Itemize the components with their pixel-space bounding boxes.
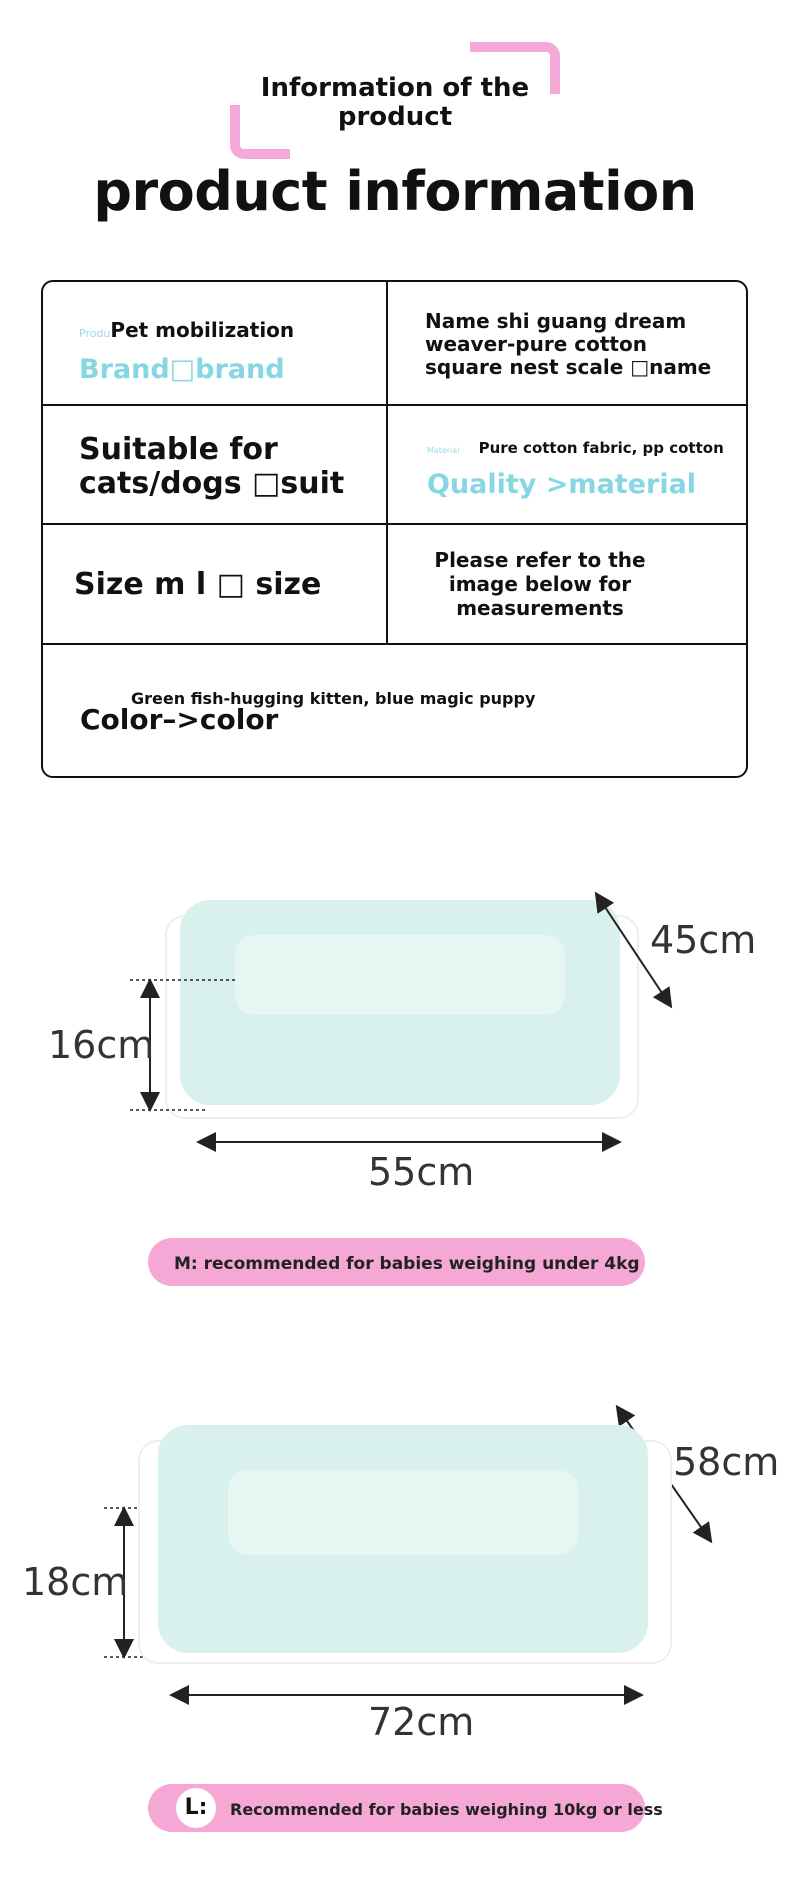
name-value: Name shi guang dream weaver-pure cotton square nest scale □name	[425, 309, 712, 379]
recommendation-text-l: Recommended for babies weighing 10kg or less	[230, 1800, 663, 1819]
size-value: Size m l □ size	[74, 567, 322, 602]
size-badge-l: L:	[176, 1788, 216, 1828]
product-image-l	[133, 1415, 673, 1660]
dim-width-m: 55cm	[368, 1150, 475, 1194]
dim-width-l: 72cm	[368, 1700, 475, 1744]
recommendation-text-m: M: recommended for babies weighing under 4kg	[174, 1254, 640, 1274]
brand-value: Pet mobilization	[110, 318, 295, 342]
header-small-title: Information of the product	[260, 73, 530, 132]
color-label: Color–>color	[80, 703, 279, 736]
material-faint-label: Material	[427, 446, 460, 455]
material-label: Quality >material	[427, 469, 697, 500]
dim-height-m: 16cm	[48, 1023, 155, 1067]
dim-height-l: 18cm	[22, 1560, 129, 1604]
page-title: product information	[93, 160, 697, 223]
dim-depth-m: 45cm	[650, 918, 757, 962]
size-note: Please refer to the image below for measurements	[434, 548, 646, 620]
suit-value: Suitable for cats/dogs □suit	[79, 432, 345, 501]
dim-depth-l: 58cm	[673, 1440, 780, 1484]
color-value: Green fish-hugging kitten, blue magic puppy	[131, 689, 536, 708]
brand-faint-label: Produ	[79, 327, 111, 340]
bed-cushion	[228, 1470, 578, 1555]
material-value: Pure cotton fabric, pp cotton	[478, 439, 724, 457]
brand-label: Brand□brand	[79, 354, 285, 385]
